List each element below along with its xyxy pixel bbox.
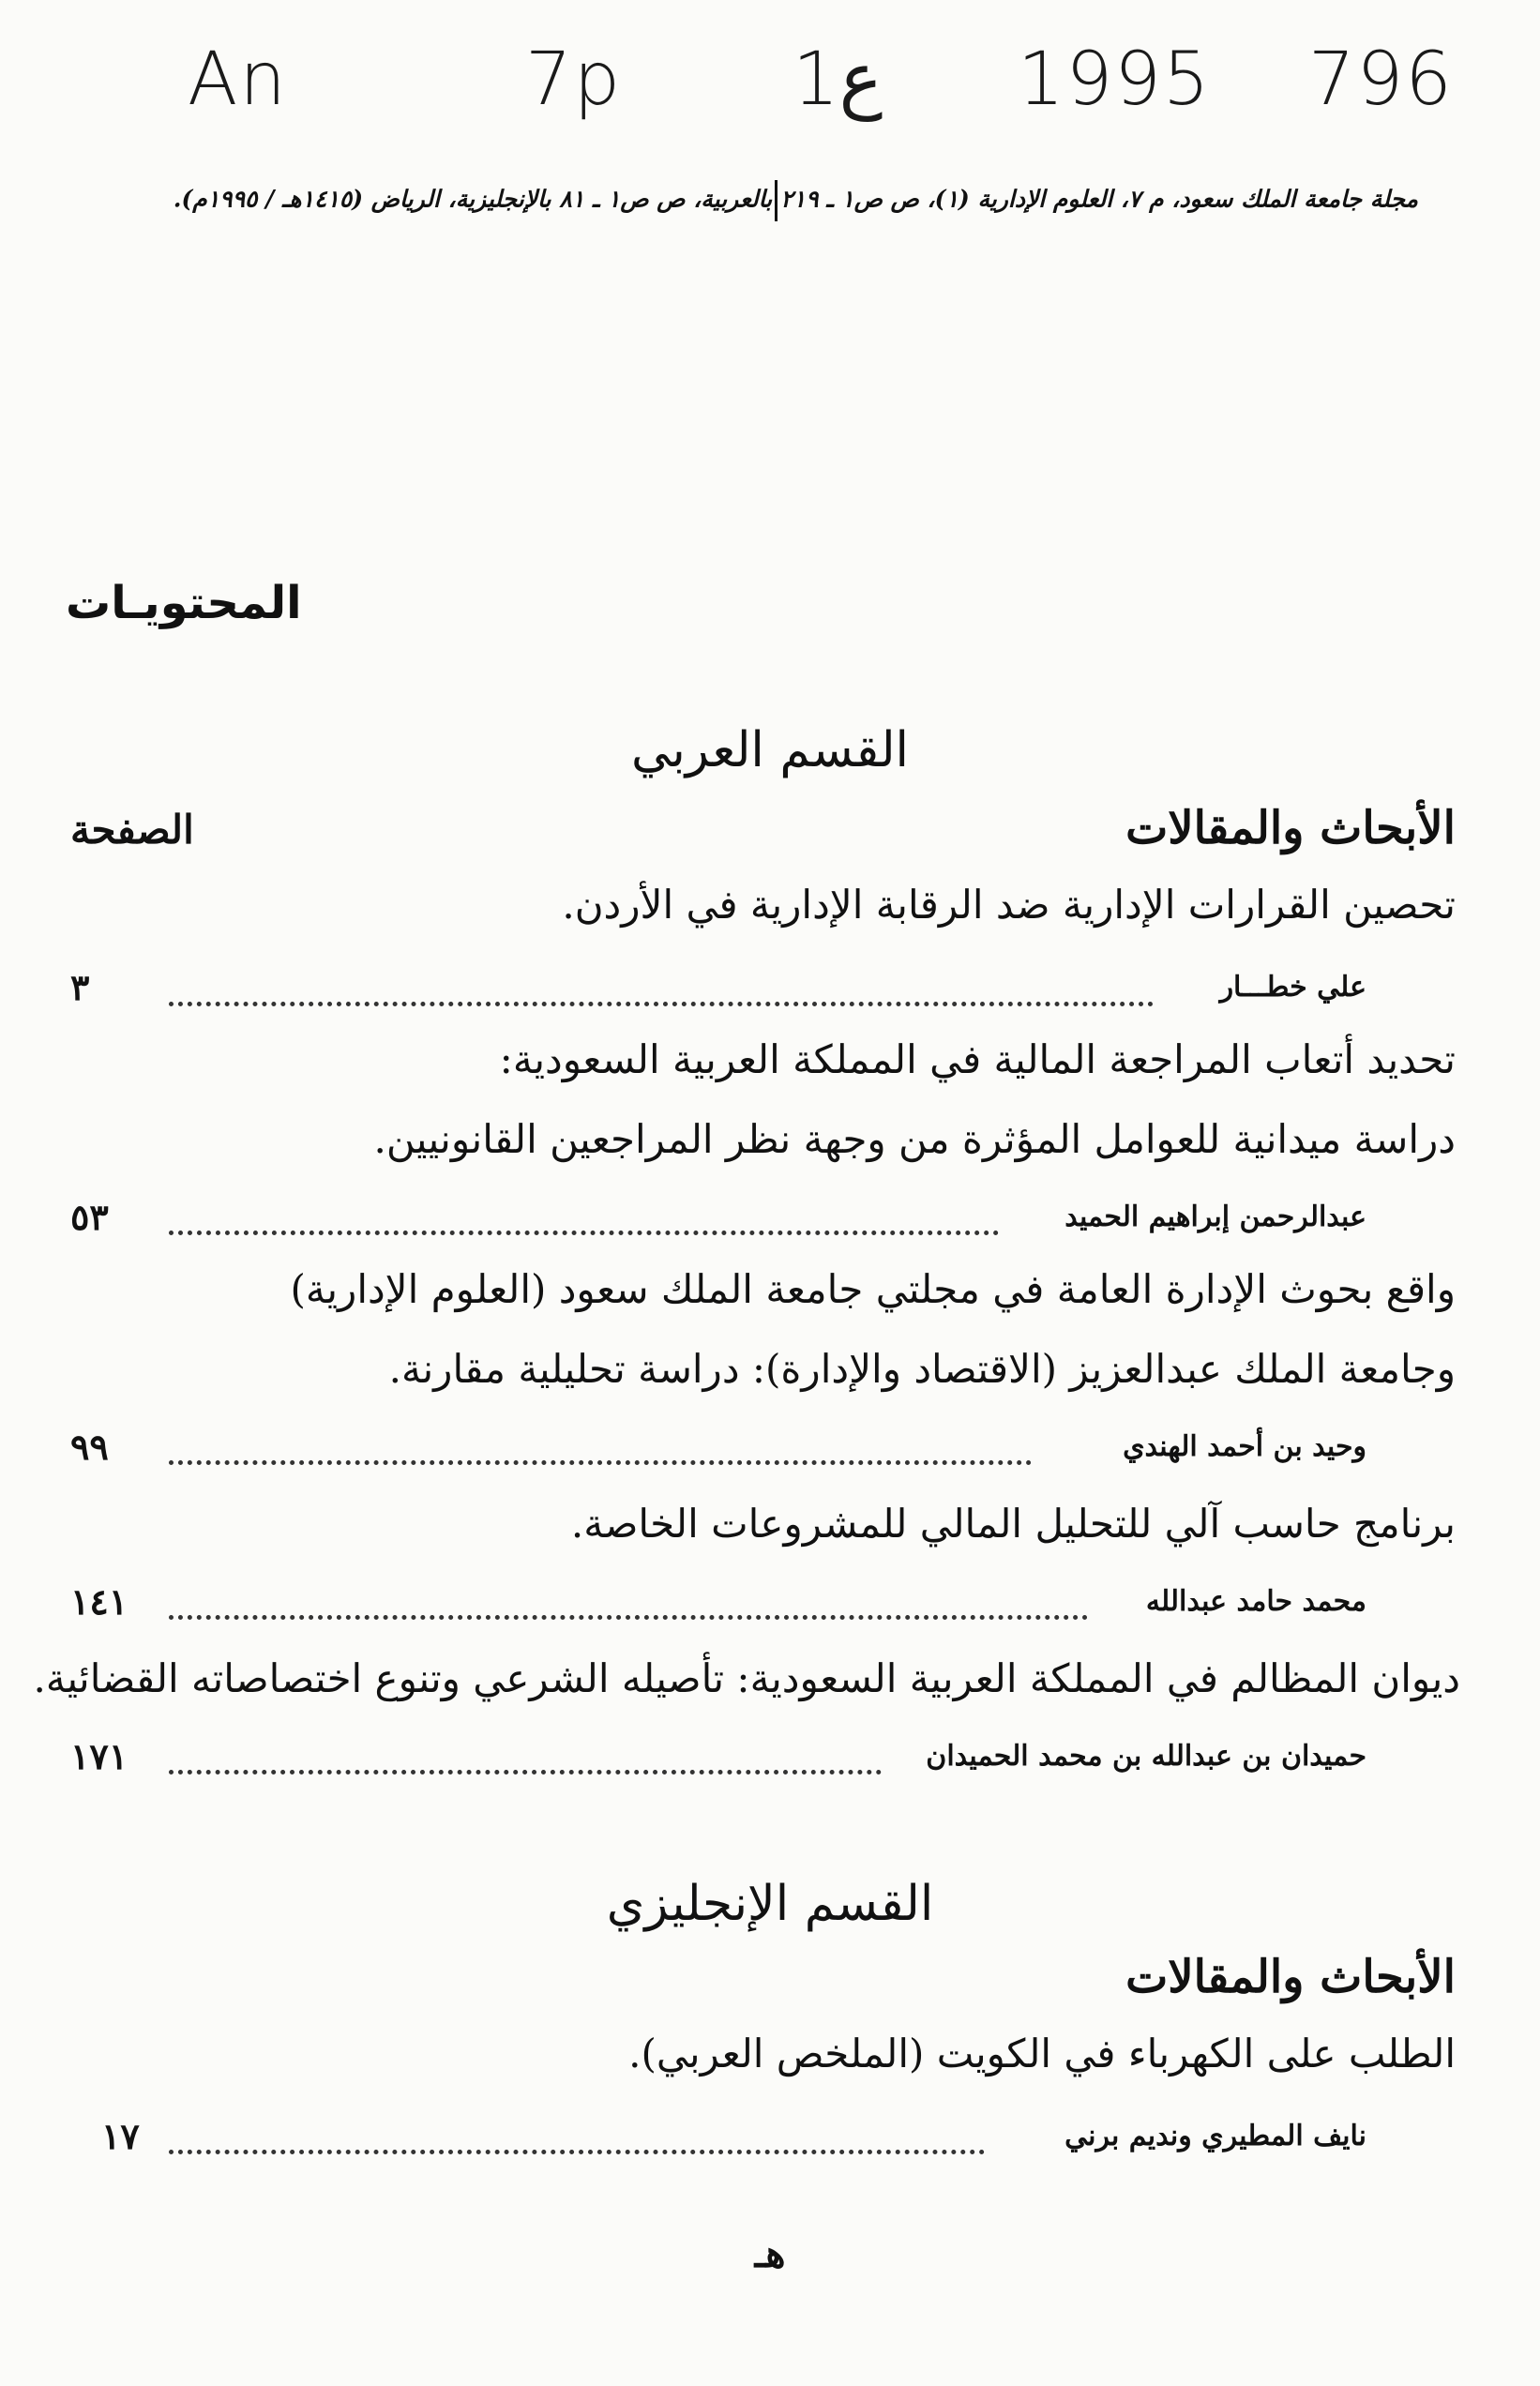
- english-entry-1-author: نايف المطيري ونديم برني: [1064, 2120, 1366, 2152]
- english-section-heading: القسم الإنجليزي: [606, 1876, 934, 1932]
- entry-3-leader: [169, 1460, 1032, 1465]
- arabic-section-subheading: الأبحاث والمقالات: [1125, 802, 1456, 854]
- contents-title: المحتويـات: [66, 577, 302, 629]
- journal-citation: [174, 180, 1418, 221]
- entry-1-page: ٣: [70, 966, 90, 1008]
- english-section-subheading: الأبحاث والمقالات: [1125, 1951, 1456, 2003]
- english-entry-1-title: الطلب على الكهرباء في الكويت (الملخص العربي).: [628, 2031, 1456, 2076]
- page-column-header: الصفحة: [70, 807, 194, 853]
- entry-5-title: ديوان المظالم في المملكة العربية السعودية: تأصيله الشرعي وتنوع اختصاصاته القضائية.: [33, 1655, 1460, 1701]
- entry-2-page: ٥٣: [70, 1196, 109, 1238]
- entry-5-page: ١٧١: [70, 1735, 128, 1777]
- english-entry-1-page: ١٧: [101, 2115, 140, 2157]
- page-folio: هـ: [754, 2232, 786, 2276]
- entry-1-leader: [169, 1002, 1154, 1006]
- entry-3-title-line-2: وجامعة الملك عبدالعزيز (الاقتصاد والإدارة): دراسة تحليلية مقارنة.: [388, 1346, 1456, 1392]
- entry-1-author: علي خطـــار: [1219, 971, 1366, 1004]
- entry-4-leader: [169, 1615, 1088, 1620]
- handwritten-mark-c: 1ع: [793, 38, 883, 122]
- entry-5-author: حميدان بن عبدالله بن محمد الحميدان: [926, 1740, 1366, 1773]
- entry-4-author: محمد حامد عبدالله: [1145, 1585, 1366, 1618]
- entry-2-title-line-2: دراسة ميدانية للعوامل المؤثرة من وجهة نظر المراجعين القانونيين.: [373, 1116, 1456, 1162]
- handwritten-number: 796: [1308, 38, 1454, 122]
- entry-1-title: تحصين القرارات الإدارية ضد الرقابة الإدارية في الأردن.: [562, 882, 1456, 928]
- entry-3-title-line-1: واقع بحوث الإدارة العامة في مجلتي جامعة الملك سعود (العلوم الإدارية): [290, 1266, 1456, 1312]
- entry-2-title-line-1: تحديد أتعاب المراجعة المالية في المملكة العربية السعودية:: [499, 1036, 1456, 1082]
- handwritten-mark-b: 7p: [525, 38, 623, 122]
- entry-4-title: برنامج حاسب آلي للتحليل المالي للمشروعات الخاصة.: [570, 1501, 1456, 1547]
- citation-separator: [775, 180, 778, 221]
- citation-part-1: مجلة جامعة الملك سعود، م ٧، العلوم الإدارية (١)، ص ص١ ـ ٢١٩: [780, 185, 1418, 213]
- entry-2-author: عبدالرحمن إبراهيم الحميد: [1064, 1201, 1366, 1233]
- entry-3-page: ٩٩: [70, 1426, 109, 1468]
- english-entry-1-leader: [169, 2150, 985, 2154]
- entry-5-leader: [169, 1770, 882, 1774]
- entry-2-leader: [169, 1231, 999, 1235]
- citation-part-2: بالعربية، ص ص١ ـ ٨١ بالإنجليزية، الرياض (١٤١٥هـ / ١٩٩٥م).: [173, 185, 773, 213]
- arabic-section-heading: القسم العربي: [630, 722, 909, 778]
- entry-4-page: ١٤١: [70, 1580, 128, 1623]
- handwritten-year: 1995: [1018, 38, 1212, 122]
- handwritten-mark-a: An: [188, 38, 288, 122]
- entry-3-author: وحيد بن أحمد الهندي: [1123, 1430, 1366, 1463]
